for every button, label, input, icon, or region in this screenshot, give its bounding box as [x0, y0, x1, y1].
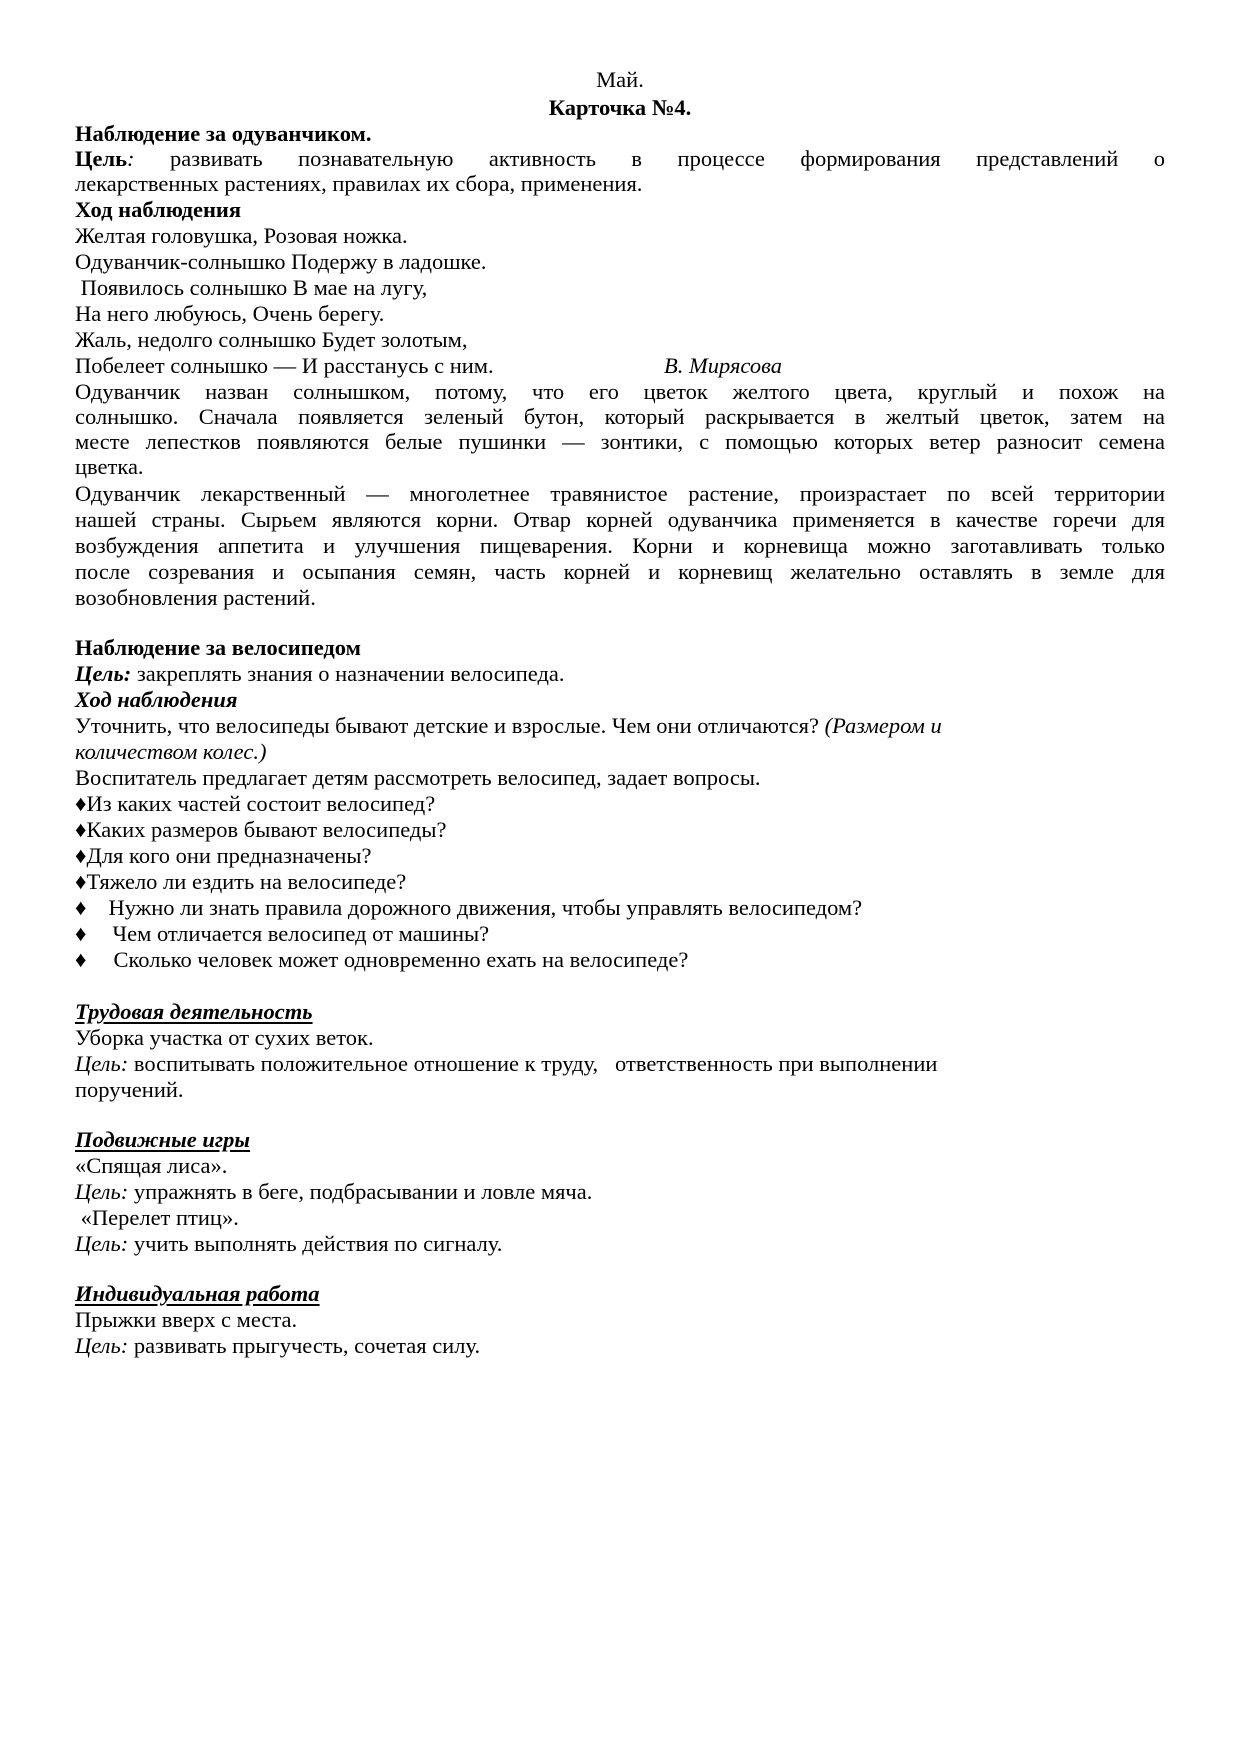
card-title: Карточка №4. — [548, 95, 692, 120]
diamond-bullet-icon: ♦ — [75, 791, 87, 816]
question-item — [75, 946, 688, 974]
section2-intro-answer-cont: количеством колес.) — [75, 739, 267, 764]
game1-goal — [75, 1178, 592, 1206]
paragraph-line: Одуванчик лекарственный — многолетнее травянистое растение, произрастает по всей территории — [75, 481, 1165, 506]
section2-title: Наблюдение за велосипедом — [75, 635, 361, 660]
goal-label: Цель — [75, 146, 128, 171]
goal-text: воспитывать положительное отношение к труду, ответственность при выполнении — [128, 1051, 938, 1076]
question-text: Чем отличается велосипед от машины? — [112, 921, 490, 946]
question-text: Каких размеров бывают велосипеды? — [86, 817, 447, 842]
section3-title: Трудовая деятельность — [75, 999, 313, 1024]
section2-intro — [75, 712, 942, 740]
paragraph-line: Одуванчик назван солнышком, потому, что его цветок желтого цвета, круглый и похож на — [75, 379, 1165, 404]
question-item — [75, 868, 406, 896]
goal-label: Цель: — [75, 1333, 129, 1358]
section4-title: Подвижные игры — [75, 1127, 251, 1152]
goal-colon: : — [127, 146, 135, 171]
section3-goal — [75, 1050, 937, 1078]
question-text: Тяжело ли ездить на велосипеде? — [86, 869, 407, 894]
paragraph-line: солнышко. Сначала появляется зеленый бутон, который раскрывается в желтый цветок, затем на — [75, 404, 1165, 429]
poem-line: Появилось солнышко В мае на лугу, — [75, 275, 428, 300]
paragraph-line: возбуждения аппетита и улучшения пищеварения. Корни и корневища можно заготавливать только — [75, 533, 1165, 558]
section1-goal-line2: лекарственных растениях, правилах их сбора, применения. — [75, 171, 643, 196]
poem-line: На него любуюсь, Очень берегу. — [75, 301, 385, 326]
question-item — [75, 842, 372, 870]
game2-goal — [75, 1230, 502, 1258]
question-text: Нужно ли знать правила дорожного движения, чтобы управлять велосипедом? — [108, 895, 863, 920]
poem-line: Желтая головушка, Розовая ножка. — [75, 223, 408, 248]
section3-task: Уборка участка от сухих веток. — [75, 1025, 374, 1050]
question-text: Сколько человек может одновременно ехать на велосипеде? — [113, 947, 689, 972]
diamond-bullet-icon: ♦ — [75, 921, 87, 946]
diamond-bullet-icon: ♦ — [75, 817, 87, 842]
section5-goal — [75, 1332, 480, 1360]
question-item — [75, 894, 862, 922]
month-heading: Май. — [596, 67, 644, 92]
section1-progress-title: Ход наблюдения — [75, 197, 242, 222]
question-item — [75, 920, 489, 948]
section5-title: Индивидуальная работа — [75, 1281, 320, 1306]
section2-progress-title: Ход наблюдения — [75, 687, 238, 712]
paragraph-line: цветка. — [75, 454, 144, 479]
paragraph-line: возобновления растений. — [75, 585, 316, 610]
goal-text: развивать познавательную активность в процессе формирования представлений о — [170, 146, 1166, 171]
section2-goal — [75, 660, 565, 688]
diamond-bullet-icon: ♦ — [75, 895, 87, 920]
section1-goal-line1 — [75, 145, 1165, 173]
goal-text: учить выполнять действия по сигналу. — [128, 1231, 503, 1256]
diamond-bullet-icon: ♦ — [75, 869, 87, 894]
game1-name: «Спящая лиса». — [75, 1153, 228, 1178]
question-text: Для кого они предназначены? — [86, 843, 372, 868]
goal-label: Цель: — [75, 661, 132, 686]
section1-title: Наблюдение за одуванчиком. — [75, 121, 372, 146]
paragraph-line: после созревания и осыпания семян, часть корней и корневищ желательно оставлять в земле для — [75, 559, 1165, 584]
goal-label: Цель: — [75, 1179, 129, 1204]
section3-goal-cont: поручений. — [75, 1077, 184, 1102]
diamond-bullet-icon: ♦ — [75, 843, 87, 868]
paragraph-line: нашей страны. Сырьем являются корни. Отвар корней одуванчика применяется в качестве горечи для — [75, 507, 1165, 532]
diamond-bullet-icon: ♦ — [75, 947, 87, 972]
section2-teacher-text: Воспитатель предлагает детям рассмотреть велосипед, задает вопросы. — [75, 765, 761, 790]
intro-answer: (Размером и — [824, 713, 942, 738]
question-item — [75, 790, 435, 818]
game2-name: «Перелет птиц». — [75, 1205, 239, 1230]
intro-text: Уточнить, что велосипеды бывают детские и взрослые. Чем они отличаются? — [75, 713, 820, 738]
goal-text: развивать прыгучесть, сочетая силу. — [128, 1333, 481, 1358]
poem-author: В. Мирясова — [664, 353, 782, 378]
poem-line: Жаль, недолго солнышко Будет золотым, — [75, 327, 468, 352]
poem-line: Одуванчик-солнышко Подержу в ладошке. — [75, 249, 487, 274]
goal-text: упражнять в беге, подбрасывании и ловле мяча. — [128, 1179, 593, 1204]
question-text: Из каких частей состоит велосипед? — [86, 791, 436, 816]
paragraph-line: месте лепестков появляются белые пушинки — зонтики, с помощью которых ветер разносит семена — [75, 429, 1165, 454]
poem-line: Побелеет солнышко — И расстанусь с ним. — [75, 353, 494, 378]
goal-text: закреплять знания о назначении велосипеда. — [131, 661, 565, 686]
section5-task: Прыжки вверх с места. — [75, 1307, 298, 1332]
goal-label: Цель: — [75, 1231, 129, 1256]
question-item — [75, 816, 446, 844]
goal-label: Цель: — [75, 1051, 129, 1076]
